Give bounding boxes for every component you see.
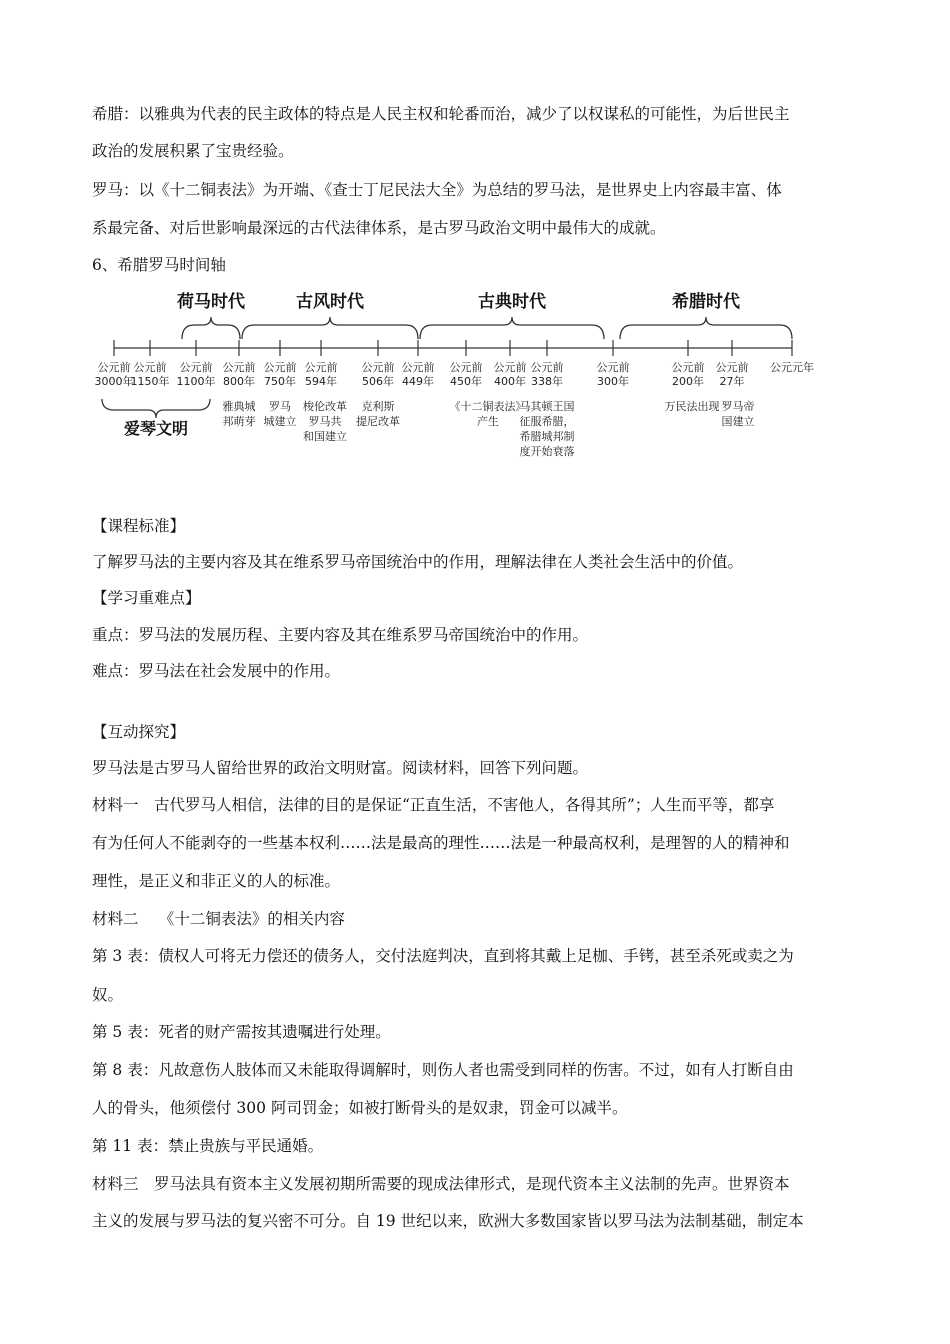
- timeline-event-label: 城建立: [263, 415, 297, 428]
- timeline-tick-label: 公元前: [493, 361, 527, 374]
- timeline-tick-label: 公元前: [179, 361, 213, 374]
- timeline-event-label: 度开始衰落: [519, 445, 575, 458]
- timeline-tick-label: 公元前: [263, 361, 297, 374]
- table-5: 第 5 表：死者的财产需按其遗嘱进行处理。: [92, 1023, 391, 1041]
- table-3-line1: 第 3 表：债权人可将无力偿还的债务人，交付法庭判决，直到将其戴上足枷、手铐，甚至杀死或卖之为: [92, 947, 794, 965]
- timeline-event-label: 国建立: [721, 415, 755, 428]
- interactive-inquiry-heading: 【互动探究】: [92, 723, 186, 741]
- era-label: 荷马时代: [177, 292, 245, 312]
- table-11: 第 11 表：禁止贵族与平民通婚。: [92, 1137, 324, 1155]
- material-one-line2: 有为任何人不能剥夺的一些基本权利……法是最高的理性……法是一种最高权利，是理智的人的精神和: [92, 834, 790, 852]
- timeline-tick-year: 450年: [450, 375, 482, 388]
- timeline-tick-label: 公元前: [304, 361, 338, 374]
- timeline-tick-year: 400年: [494, 375, 526, 388]
- timeline-tick-year: 3000年: [94, 375, 134, 388]
- aegean-bracket: [102, 399, 210, 418]
- timeline-event-label: 马其顿王国: [519, 400, 575, 413]
- era-bracket: [420, 317, 604, 339]
- era-label: 古典时代: [478, 292, 546, 312]
- timeline-tick-year: 449年: [402, 375, 434, 388]
- timeline-event-label: 万民法出现: [664, 400, 720, 413]
- timeline-event-label: 罗马: [269, 400, 291, 413]
- timeline-tick-label: 公元前: [97, 361, 131, 374]
- table-8-line2: 人的骨头，他须偿付 300 阿司罚金；如被打断骨头的是奴隶，罚金可以减半。: [92, 1099, 628, 1117]
- table-3-line2: 奴。: [92, 986, 124, 1004]
- greece-paragraph-line2: 政治的发展积累了宝贵经验。: [92, 142, 294, 160]
- timeline-event-label: 提尼改革: [356, 415, 400, 428]
- timeline-tick-label: 公元前: [530, 361, 564, 374]
- timeline-tick-year: 200年: [672, 375, 704, 388]
- key-point-focus: 重点：罗马法的发展历程、主要内容及其在维系罗马帝国统治中的作用。: [92, 626, 589, 644]
- timeline-tick-year: 338年: [531, 375, 563, 388]
- timeline-tick-year: 506年: [362, 375, 394, 388]
- timeline-tick-label: 公元前: [449, 361, 483, 374]
- aegean-label: 爱琴文明: [123, 419, 189, 438]
- timeline-event-label: 《十二铜表法》: [449, 400, 527, 413]
- timeline-tick-label: 公元前: [401, 361, 435, 374]
- key-point-difficulty: 难点：罗马法在社会发展中的作用。: [92, 662, 341, 680]
- greece-rome-timeline: [92, 282, 822, 482]
- material-two-heading: 材料二 《十二铜表法》的相关内容: [92, 910, 345, 928]
- timeline-figure: [92, 282, 822, 482]
- timeline-event-label: 雅典城: [222, 400, 256, 413]
- timeline-tick-label: 公元前: [361, 361, 395, 374]
- timeline-tick-label: 公元前: [133, 361, 167, 374]
- era-bracket: [620, 317, 792, 339]
- era-bracket: [242, 317, 418, 339]
- timeline-event-label: 梭伦改革: [303, 400, 347, 413]
- material-three-line1: 材料三 罗马法具有资本主义发展初期所需要的现成法律形式，是现代资本主义法制的先声。世界资本: [92, 1175, 790, 1193]
- timeline-heading: 6、希腊罗马时间轴: [92, 256, 226, 274]
- timeline-event-label: 和国建立: [303, 430, 347, 443]
- course-standard-heading: 【课程标准】: [92, 517, 186, 535]
- rome-paragraph-line2: 系最完备、对后世影响最深远的古代法律体系，是古罗马政治文明中最伟大的成就。: [92, 219, 666, 237]
- table-8-line1: 第 8 表：凡故意伤人肢体而又未能取得调解时，则伤人者也需受到同样的伤害。不过，如有人打断自由: [92, 1061, 794, 1079]
- timeline-event-label: 罗马帝: [721, 400, 755, 413]
- timeline-event-label: 克利斯: [361, 400, 395, 413]
- era-bracket: [182, 317, 240, 339]
- timeline-tick-year: 300年: [597, 375, 629, 388]
- timeline-event-label: 希腊城邦制: [519, 430, 575, 443]
- timeline-tick-year: 27年: [719, 375, 745, 388]
- era-label: 古风时代: [296, 292, 364, 312]
- timeline-tick-label: 公元前: [715, 361, 749, 374]
- inquiry-intro: 罗马法是古罗马人留给世界的政治文明财富。阅读材料，回答下列问题。: [92, 759, 589, 777]
- material-one-line3: 理性，是正义和非正义的人的标准。: [92, 872, 341, 890]
- timeline-event-label: 罗马共: [308, 415, 342, 428]
- timeline-event-label: 征服希腊，: [519, 415, 575, 428]
- timeline-tick-year: 1100年: [176, 375, 216, 388]
- rome-paragraph-line1: 罗马：以《十二铜表法》为开端、《查士丁尼民法大全》为总结的罗马法，是世界史上内容最丰富、体: [92, 181, 782, 199]
- course-standard-text: 了解罗马法的主要内容及其在维系罗马帝国统治中的作用，理解法律在人类社会生活中的价值。: [92, 553, 744, 571]
- timeline-event-label: 邦萌芽: [222, 415, 256, 428]
- timeline-tick-label: 公元前: [596, 361, 630, 374]
- timeline-event-label: 产生: [477, 415, 499, 428]
- timeline-tick-label: 公元前: [222, 361, 256, 374]
- timeline-tick-year: 750年: [264, 375, 296, 388]
- material-one-line1: 材料一 古代罗马人相信，法律的目的是保证“正直生活，不害他人，各得其所”；人生而平等，都享: [92, 796, 775, 814]
- timeline-tick-year: 1150年: [130, 375, 170, 388]
- era-label: 希腊时代: [672, 292, 740, 312]
- key-points-heading: 【学习重难点】: [92, 589, 201, 607]
- timeline-tick-label: 公元元年: [770, 361, 814, 374]
- material-three-line2: 主义的发展与罗马法的复兴密不可分。自 19 世纪以来，欧洲大多数国家皆以罗马法为法制基础，制定本: [92, 1212, 804, 1230]
- greece-paragraph-line1: 希腊：以雅典为代表的民主政体的特点是人民主权和轮番而治，减少了以权谋私的可能性，为后世民主: [92, 105, 790, 123]
- timeline-tick-year: 800年: [223, 375, 255, 388]
- timeline-tick-label: 公元前: [671, 361, 705, 374]
- timeline-tick-year: 594年: [305, 375, 337, 388]
